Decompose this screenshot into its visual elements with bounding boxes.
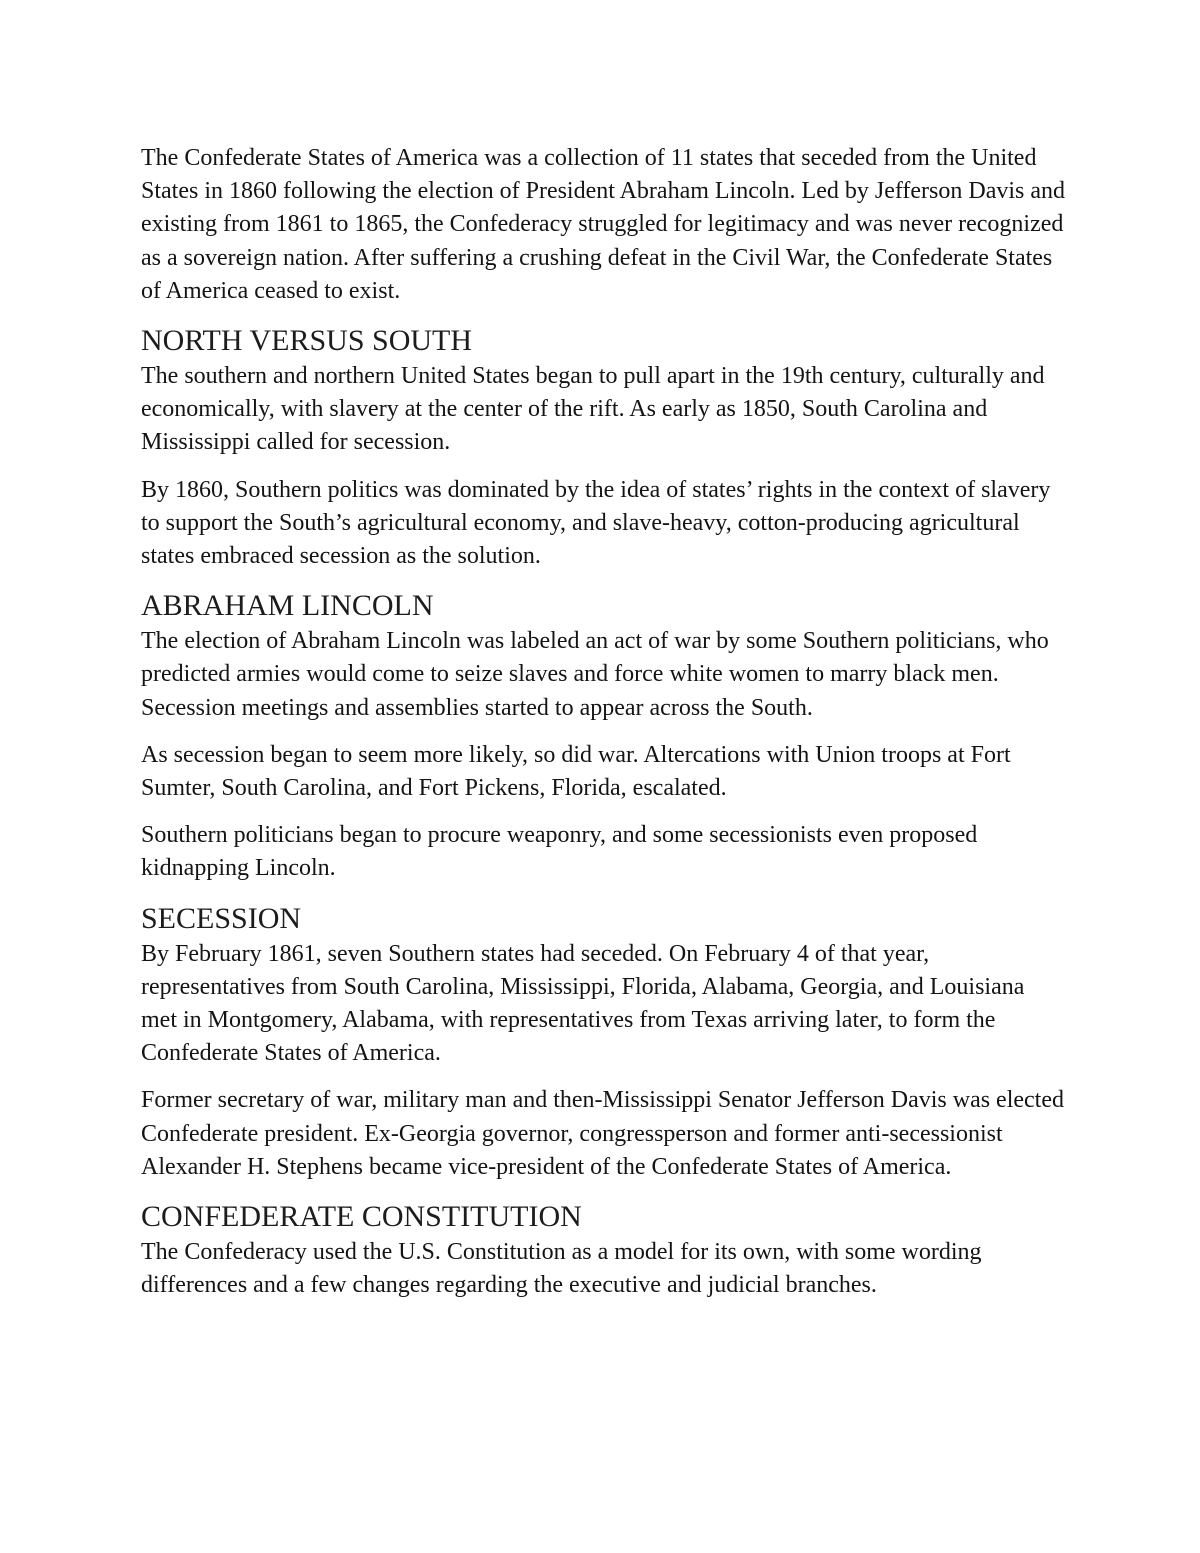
section-paragraph: By 1860, Southern politics was dominated by the idea of states’ rights in the context of slavery to support the South’s agricultural economy, and slave-heavy, cotton-producing agricultural states embraced secession as the solution. [141, 476, 1051, 570]
section-paragraph: As secession began to seem more likely, so did war. Altercations with Union troops at Fort Sumter, South Carolina, and Fort Pickens, Florida, escalated. [141, 741, 1011, 802]
section-paragraph: The southern and northern United States began to pull apart in the 19th century, culturally and economically, with slavery at the center of the rift. As early as 1850, South Carolina and Mississippi called for secession. [141, 363, 1045, 456]
section-north-versus-south [141, 322, 1066, 573]
section-heading: NORTH VERSUS SOUTH [141, 324, 473, 358]
section-paragraph: Former secretary of war, military man and then-Mississippi Senator Jefferson Davis was elected Confederate president. Ex-Georgia governor, congressperson and former anti-secessionist Alexander H. Stephens became vice-president of the Confederate States of America. [141, 1087, 1065, 1180]
section-paragraph: By February 1861, seven Southern states had seceded. On February 4 of that year, representatives from South Carolina, Mississippi, Florida, Alabama, Georgia, and Louisiana met in Montgomery, Alabama, with representatives from Texas arriving later, to form the Confederate States of America. [141, 940, 1025, 1067]
section-heading: ABRAHAM LINCOLN [141, 589, 434, 623]
section-paragraph: The election of Abraham Lincoln was labeled an act of war by some Southern politicians, who predicted armies would come to seize slaves and force white women to marry black men. Secession meetings and assemblies started to appear across the South. [141, 628, 1049, 721]
section-heading: CONFEDERATE CONSTITUTION [141, 1200, 582, 1234]
section-paragraph: Southern politicians began to procure weaponry, and some secessionists even proposed kidnapping Lincoln. [141, 822, 978, 882]
intro-paragraph: The Confederate States of America was a collection of 11 states that seceded from the United States in 1860 following the election of President Abraham Lincoln. Led by Jefferson Davis and existing from 1861 to 1865, the Confederacy struggled for legitimacy and was never recognized as a sovereign nation. After suffering a crushing defeat in the Civil War, the Confederate States of America ceased to exist. [141, 145, 1066, 304]
section-heading: SECESSION [141, 901, 302, 935]
document-page [141, 142, 1066, 1316]
section-paragraph: The Confederacy used the U.S. Constitution as a model for its own, with some wording differences and a few changes regarding the executive and judicial branches. [141, 1239, 982, 1299]
section-abraham-lincoln [141, 587, 1066, 885]
section-secession [141, 900, 1066, 1184]
section-confederate-constitution [141, 1198, 1066, 1302]
